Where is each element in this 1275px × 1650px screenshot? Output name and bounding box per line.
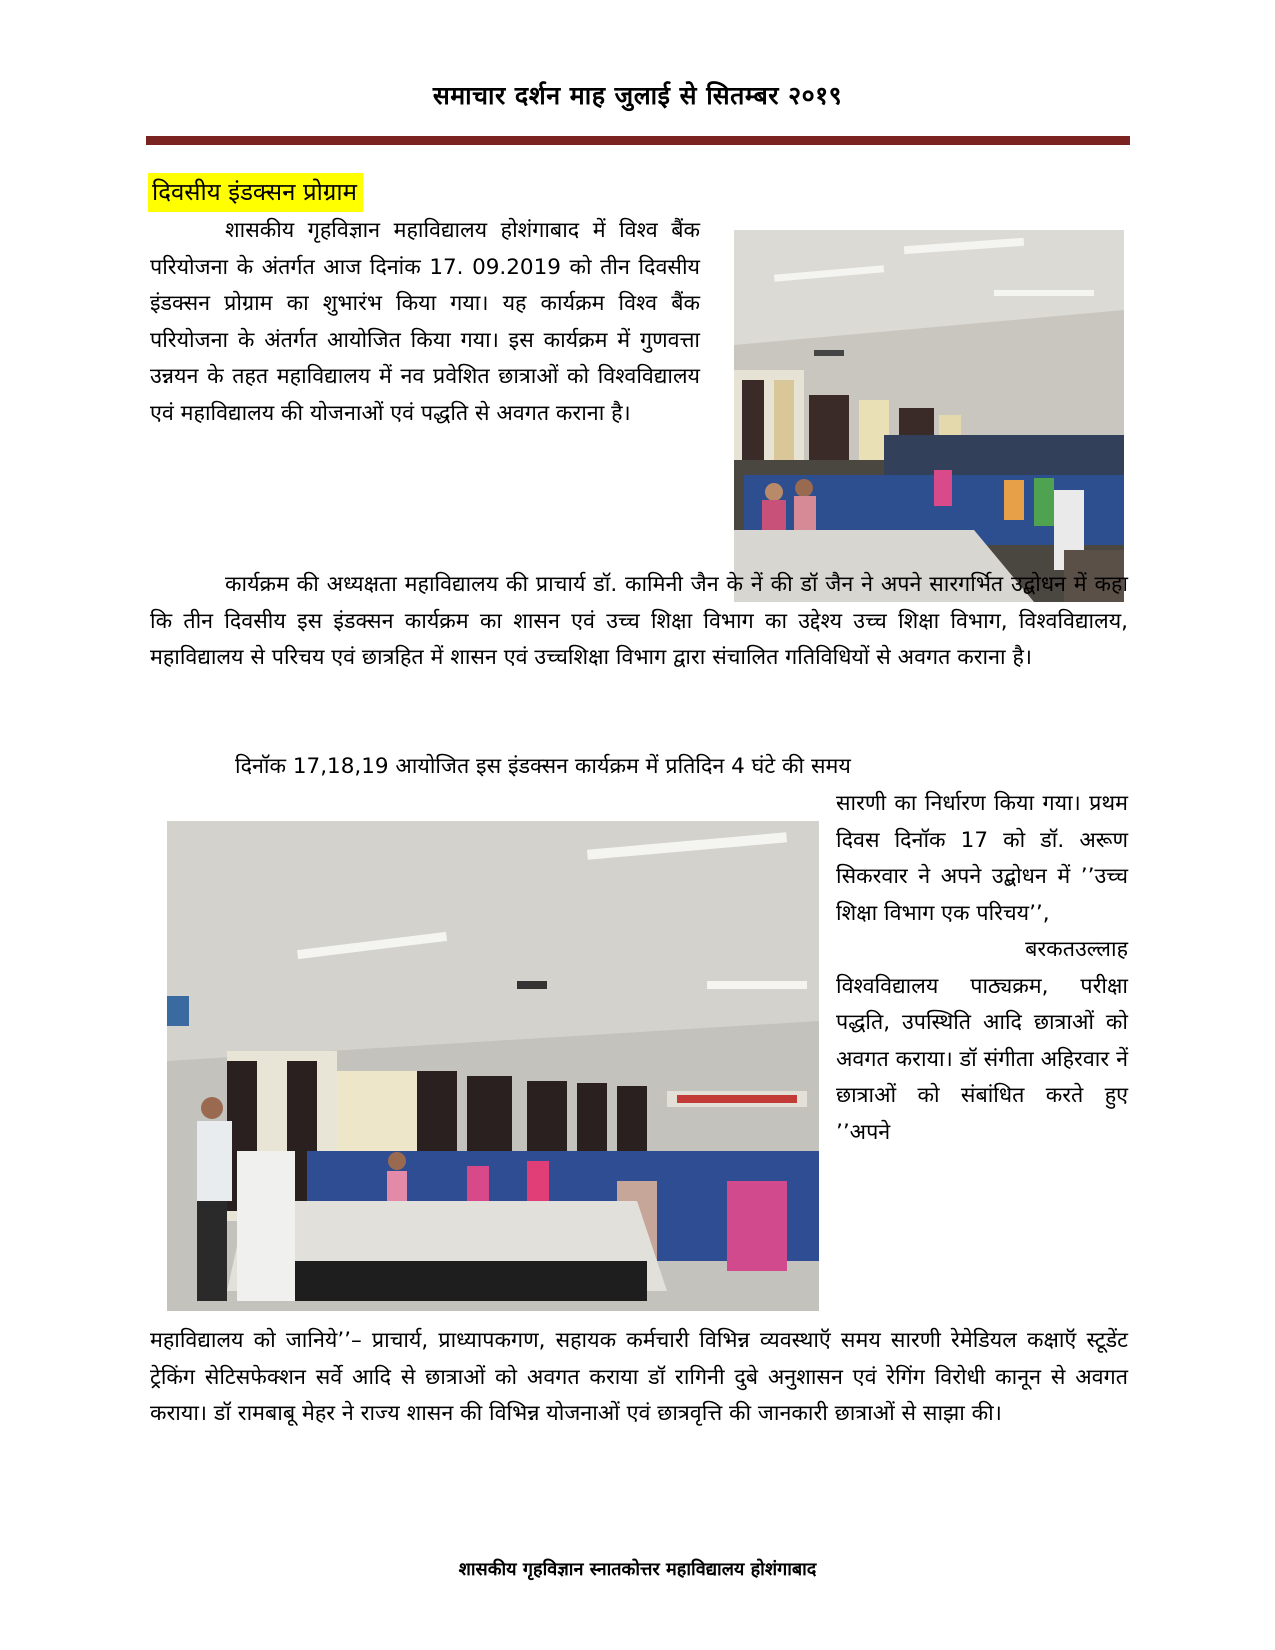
paragraph-presidency: कार्यक्रम की अध्यक्षता महाविद्यालय की प्राचार्य डॉ. कामिनी जैन के नें की डॉ जैन ने अपने सारगर्भित उद्बोधन में कहा कि तीन दिवसीय इस इंडक्सन कार्यक्रम का शासन एवं उच्च शिक्षा विभाग का उद्देश्य उच्च शिक्षा विभाग, विश्वविद्यालय, महाविद्यालय से परिचय एवं छात्रहित में शासन एवं उच्चशिक्षा विभाग द्वारा संचालित गतिविधियों से अवगत कराना है। [150, 572, 1128, 670]
event-photo-2 [167, 821, 819, 1311]
section-heading: दिवसीय इंडक्सन प्रोग्राम [148, 173, 363, 212]
paragraph-schedule-lead [150, 749, 1128, 786]
paragraph-intro: शासकीय गृहविज्ञान महाविद्यालय होशंगाबाद में विश्व बैंक परियोजना के अंतर्गत आज दिनांक 17. 09.2019 को तीन दिवसीय इंडक्सन प्रोग्राम का शुभारंभ किया गया। यह कार्यक्रम विश्व बैंक परियोजना के अंतर्गत आयोजित किया गया। इस कार्यक्रम में गुणवत्ता उन्नयन के तहत महाविद्यालय में नव प्रवेशित छात्राओं को विश्वविद्यालय एवं महाविद्यालय की योजनाओं एवं पद्धति से अवगत कराना है। [150, 218, 700, 426]
page-footer: शासकीय गृहविज्ञान स्नातकोत्तर महाविद्यालय होशंगाबाद [458, 1559, 817, 1580]
event-photo-1 [734, 230, 1124, 602]
paragraph-know-college: महाविद्यालय को जानिये’’– प्राचार्य, प्राध्यापकगण, सहायक कर्मचारी विभिन्न व्यवस्थाऍ समय सारणी रेमेडियल कक्षाऍ स्टूडेंट ट्रेकिंग सेटिसफेक्शन सर्वे आदि से छात्राओं को अवगत कराया डॉ रागिनी दुबे अनुशासन एवं रेगिंग विरोधी कानून से अवगत कराया। डॉ रामबाबू मेहर ने राज्य शासन की विभिन्न योजनाओं एवं छात्रवृत्ति की जानकारी छात्राओं से साझा की। [150, 1328, 1128, 1426]
paragraph-first-day [836, 786, 1128, 1151]
first-day-text-c: विश्वविद्यालय पाठ्यक्रम, परीक्षा पद्धति, उपस्थिति आदि छात्राओं को अवगत कराया। डॉ संगीता अहिरवार नें छात्राओं को संबांधित करते हुए ’’अपने [836, 973, 1128, 1145]
page-title: समाचार दर्शन माह जुलाई से सितम्बर २०१९ [432, 81, 843, 110]
first-day-text-a: सारणी का निर्धारण किया गया। प्रथम दिवस दिनॉक 17 को डॉ. अरूण सिकरवार ने अपने उद्बोधन में ’’उच्च शिक्षा विभाग एक परिचय’’, [836, 791, 1128, 926]
schedule-lead-text: दिनॉक 17,18,19 आयोजित इस इंडक्सन कार्यक्रम में प्रतिदिन 4 घंटे की समय [235, 754, 851, 779]
first-day-text-b: बरकतउल्लाह [1025, 937, 1128, 962]
header-divider [146, 136, 1130, 145]
